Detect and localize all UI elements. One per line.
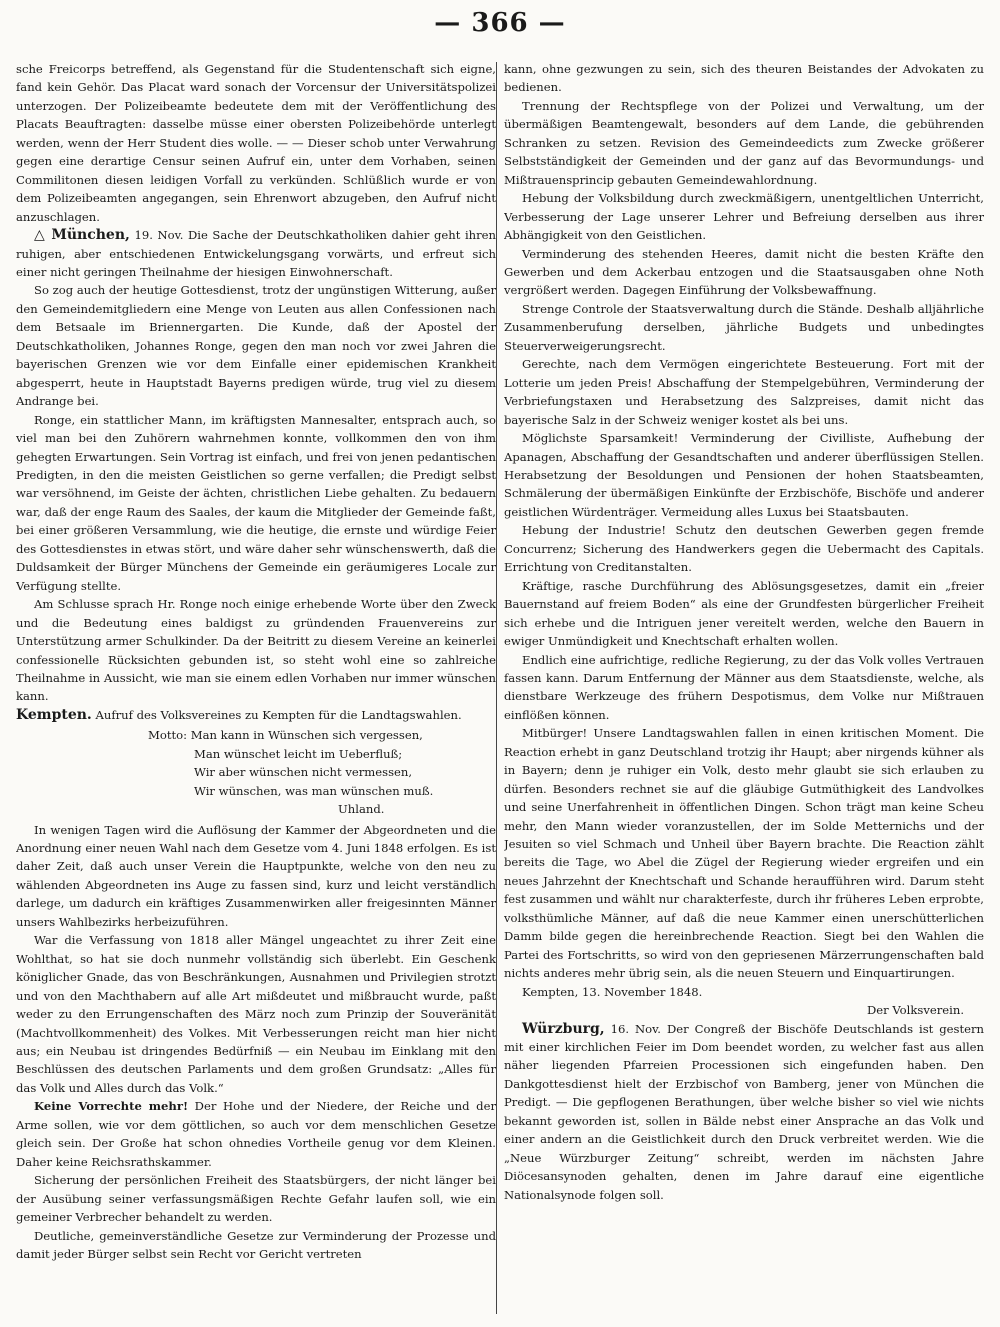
paragraph: kann, ohne gezwungen zu sein, sich des theuren Beistandes der Advokaten zu bedienen. [504,62,984,95]
paragraph: Mitbürger! Unsere Landtagswahlen fallen in einen kritischen Moment. Die Reaction erhebt in ganz Deutschland trotzig ihr Haupt; aber nirgends kühner als in Bayern; denn je ruhiger ein Volk, desto mehr glaubt sie sich erlauben zu dürfen. Besonders rechnet sie auf die gläubige Gutmüthigkeit des Landvolkes und seine Unerfahrenheit in öffentlichen Dingen. Schon trägt man keine Scheu mehr, den Mann wieder voranzustellen, der im Solde Metternichs und der Jesuiten so viel Schmach und Unheil über Bayern brachte. Die Reaction zählt bereits die Tage, wo Abel die Zügel der Regierung wieder ergreifen und ein neues Jahrzehnt der Knechtschaft und Schande heraufführen wird. Darum steht fest zusammen und wählt nur charakterfeste, durch ihr früheres Leben erprobte, volksthümliche Männer, auf daß die neue Kammer einen unerschütterlichen Damm bilde gegen die hereinbrechende Reaction. Siegt bei den Wahlen die Partei des Fortschritts, so wird von den gepriesenen Märzerrungenschaften bald nichts anderes mehr übrig sein, als die neuen Steuern und Einquartirungen. [504,726,984,981]
kempten-article [16,706,496,724]
motto-author: Uhland. [338,802,385,817]
article-date: 19. Nov. [134,228,184,243]
column-divider [496,62,497,1314]
paragraph: Sicherung der persönlichen Freiheit des Staatsbürgers, der nicht länger bei der Ausübung seiner verfassungsmäßigen Rechte Gefahr laufen soll, wie ein gemeiner Verbrecher behandelt zu werden. [16,1173,496,1225]
paragraph [16,1097,496,1171]
paragraph: War die Verfassung von 1818 aller Mängel ungeachtet zu ihrer Zeit eine Wohlthat, so hat sie doch nunmehr vollständig sich überlebt. Ein Geschenk königlicher Gnade, das von Beschränkungen, Ausnahmen und Privilegien strotzt und von den Machthabern auf alle Art mißdeutet und mißbraucht wurde, paßt weder zu den Errungenschaften des März noch zum Prinzip der Souveränität (Machtvollkommenheit) des Volkes. Mit Verbesserungen reicht man hier nicht aus; ein Neubau ist dringendes Bedürfniß — ein Neubau im Einklang mit den Beschlüssen des deutschen Parlaments und dem großen Grundsatz: „Alles für das Volk und Alles durch das Volk.“ [16,933,496,1095]
article-date: 16. Nov. [610,1021,661,1036]
paragraph: sche Freicorps betreffend, als Gegenstand für die Studentenschaft sich eigne, fand kein Gehör. Das Placat ward sonach der Vorcensur der Universitätspolizei unterzogen. Der Polizeibeamte bedeutete dem mit der Veröffentlichung des Placats Beauftragten: dasselbe müsse einer obersten Polizeibehörde unterlegt werden, wenn der Herr Student dies wolle. — — Dieser schob unter Verwahrung gegen eine derartige Censur seinen Aufruf ein, unter dem Vorhaben, seinen Commilitonen diesen leidigen Vorfall zu verkünden. Schlüßlich wurde er von dem Polizeibeamten angegangen, sein Ehrenwort abzugeben, den Aufruf nicht anzuschlagen. [16,62,496,224]
page-number: — 366 — [434,8,566,38]
article-heading: △ München, [34,227,130,244]
paragraph: Hebung der Industrie! Schutz den deutschen Gewerben gegen fremde Concurrenz; Sicherung des Handwerkers gegen die Uebermacht des Capitals. Errichtung von Creditanstalten. [504,523,984,575]
paragraph: Ronge, ein stattlicher Mann, im kräftigsten Mannesalter, entsprach auch, so viel man bei den Zuhörern wahrnehmen konnte, vollkommen den von ihm gehegten Erwartungen. Sein Vortrag ist einfach, und frei von jenen pedantischen Predigten, in den die meisten Geistlichen so gerne verfallen; die Predigt selbst war versöhnend, im Geiste der ächten, christlichen Liebe gehalten. Zu bedauern war, daß der enge Raum des Saales, der kaum die Mitglieder der Gemeinde faßt, bei einer größeren Versammlung, wie die heutige, die ernste und würdige Feier des Gottesdienstes in etwas stört, und wäre daher sehr wünschenswerth, daß die Duldsamkeit der Bürger Münchens der Gemeinde ein geräumigeres Locale zur Verfügung stellte. [16,412,496,593]
right-column [504,60,984,1315]
paragraph: Am Schlusse sprach Hr. Ronge noch einige erhebende Worte über den Zweck und die Bedeutung eines baldigst zu gründenden Frauenvereins zur Unterstützung armer Schulkinder. Da der Beitritt zu diesem Vereine an keinerlei confessionelle Rücksichten gebunden ist, so steht wohl eine so zahlreiche Theilnahme in Aussicht, wie man sie einem edlen Vorhaben nur immer wünschen kann. [16,597,496,704]
paragraph: Strenge Controle der Staatsverwaltung durch die Stände. Deshalb alljährliche Zusammenberufung derselben, jährliche Budgets und unbedingtes Steuerverweigerungsrecht. [504,301,984,353]
article-heading: Kempten. [16,706,92,723]
paragraph: Der Congreß der Bischöfe Deutschlands ist gestern mit einer kirchlichen Feier im Dom beendet worden, zu welcher fast aus allen näher liegenden Pfarreien Processionen sich eingefunden haben. Den Dankgottesdienst hielt der Erzbischof von Bamberg, jener von München die Predigt. — Die gepflogenen Berathungen, über welche bisher so viel wie nichts bekannt geworden ist, sollen in Bälde nebst einer Ansprache an das Volk und einer andern an die Geistlichkeit durch den Druck verbreitet werden. Wie die „Neue Würzburger Zeitung“ schreibt, werden im nächsten Jahre Diöcesansynoden gehalten, denen im Jahre darauf eine eigentliche Nationalsynode folgen soll. [504,1021,984,1202]
paragraph: Kräftige, rasche Durchführung des Ablösungsgesetzes, damit ein „freier Bauernstand auf freiem Boden“ als eine der Grundfesten bürgerlicher Freiheit sich erhebe und die Intriguen jener vereitelt werden, welche den Bauern in ewiger Unmündigkeit und Knechtschaft erhalten wollen. [504,578,984,649]
paragraph: Möglichste Sparsamkeit! Verminderung der Civilliste, Aufhebung der Apanagen, Abschaffung der Gesandtschaften und anderer überflüssigen Stellen. Herabsetzung der Besoldungen und Pensionen der hohen Staatsbeamten, Schmälerung der übermäßigen Einkünfte der Erzbischöfe, Bischöfe und anderer geistlichen Würdenträger. Vermeidung alles Luxus bei Staatsbauten. [504,431,984,519]
motto-line: Motto: Man kann in Wünschen sich vergessen, [148,728,423,743]
paragraph: In wenigen Tagen wird die Auflösung der Kammer der Abgeordneten und die Anordnung einer neuen Wahl nach dem Gesetze vom 4. Juni 1848 erfolgen. Es ist daher Zeit, daß auch unser Verein die Hauptpunkte, welche von den neu zu wählenden Abgeordneten ins Auge zu fassen sind, kurz und leicht verständlich darlege, um dadurch ein kräftiges Zusammenwirken aller freigesinnten Männer unsers Wahlbezirks herbeizuführen. [16,822,496,929]
left-column [16,60,496,1315]
munich-article [16,226,496,281]
motto [148,726,496,818]
article-heading: Würzburg, [522,1020,605,1037]
wuerzburg-article [504,1020,984,1205]
bold-phrase: Keine Vorrechte mehr! [34,1099,189,1114]
paragraph-text: Der Hohe und der Niedere, der Reiche und der Arme sollen, wie vor dem göttlichen, so auch vor dem menschlichen Gesetze gleich sein. Der Große hat schon ohnedies Vortheile genug vor dem Kleinen. Daher keine Reichsrathskammer. [16,1099,496,1169]
paragraph: Hebung der Volksbildung durch zweckmäßigern, unentgeltlichen Unterricht, Verbesserung der Lage unserer Lehrer und Befreiung derselben aus ihrer Abhängigkeit von den Geistlichen. [504,191,984,243]
paragraph: Die Sache der Deutschkatholiken dahier geht ihren ruhigen, aber entschiedenen Entwickelungsgang vorwärts, und erfreut sich einer nicht geringen Theilnahme der hiesigen Einwohnerschaft. [16,228,496,279]
paragraph: Verminderung des stehenden Heeres, damit nicht die besten Kräfte den Gewerben und dem Ackerbau entzogen und die Staatsausgaben ohne Noth vergrößert werden. Dagegen Einführung der Volksbewaffnung. [504,246,984,298]
motto-line: Man wünschet leicht im Ueberfluß; [194,746,403,761]
paragraph: Trennung der Rechtspflege von der Polizei und Verwaltung, um der übermäßigen Beamtengewalt, besonders auf dem Lande, die gebührenden Schranken zu setzen. Revision des Gemeindeedicts zum Zwecke größerer Selbstständigkeit der Gemeinden und der ganz auf das Bevormundungs- und Mißtrauensprincip gebauten Gemeindewahlordnung. [504,98,984,187]
paragraph: Aufruf des Volksvereines zu Kempten für die Landtagswahlen. [95,707,462,722]
paragraph: Deutliche, gemeinverständliche Gesetze zur Verminderung der Prozesse und damit jeder Bürger selbst sein Recht vor Gericht vertreten [16,1228,496,1261]
dateline: Kempten, 13. November 1848. [522,984,703,999]
motto-line: Wir wünschen, was man wünschen muß. [194,783,434,798]
signature: Der Volksverein. [866,1003,964,1018]
paragraph: Endlich eine aufrichtige, redliche Regierung, zu der das Volk volles Vertrauen fassen kann. Darum Entfernung der Männer aus dem Staatsdienste, welche, als dienstbare Werkzeuge des frühern Despotismus, dem Volke nur Mißtrauen einflößen können. [504,652,984,722]
paragraph: Gerechte, nach dem Vermögen eingerichtete Besteuerung. Fort mit der Lotterie um jeden Preis! Abschaffung der Stempelgebühren, Verminderung der Verbriefungstaxen und Herabsetzung des Salzpreises, damit nicht das bayerische Salz in der Schweiz weniger kostet als bei uns. [504,357,984,427]
motto-line: Wir aber wünschen nicht vermessen, [194,765,413,780]
paragraph: So zog auch der heutige Gottesdienst, trotz der ungünstigen Witterung, außer den Gemeindemitgliedern eine Menge von Leuten aus allen Confessionen nach dem Betsaale im Briennergarten. Die Kunde, daß der Apostel der Deutschkatholiken, Johannes Ronge, gegen den man noch vor zwei Jahren die bayerischen Grenzen wie vor dem Einfalle einer epidemischen Krankheit abgesperrt, heute in Hauptstadt Bayerns predigen würde, trug viel zu diesem Andrange bei. [16,283,496,409]
